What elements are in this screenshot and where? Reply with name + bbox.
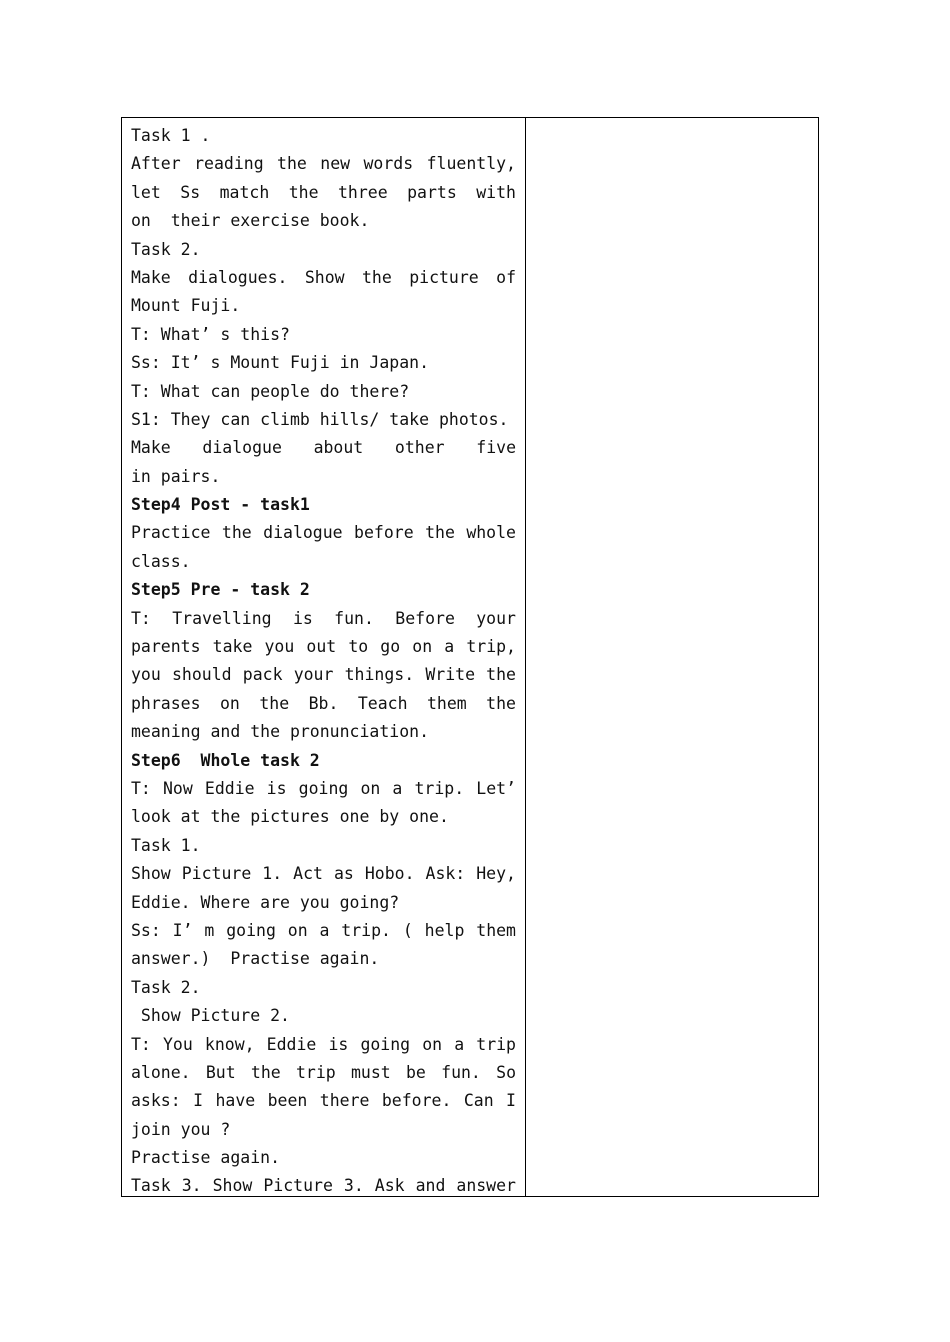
text-line: you should pack your things. Write the [131,665,516,685]
text-line: look at the pictures one by one. [131,807,449,827]
text-line: T: Now Eddie is going on a trip. Let’ [131,778,516,798]
text-line: alone. But the trip must be fun. So [131,1062,516,1082]
step-heading: Step5 Pre - task 2 [131,580,310,600]
text-line: Ss: I’ m going on a trip. ( help them [131,920,516,940]
text-line: Show Picture 1. Act as Hobo. Ask: Hey, [131,864,516,884]
text-line: Practise again. [131,1148,281,1168]
text-line: T: What’ s this? [131,324,290,344]
text-line: class. [131,551,191,571]
text-line: phrases on the Bb. Teach them the [131,693,516,713]
text-line: meaning and the pronunciation. [131,722,430,742]
text-line: Show Picture 2. [131,1006,290,1026]
text-line: Mount Fuji. [131,296,241,316]
text-line: let Ss match the three parts with [131,182,516,202]
text-line: S1: They can climb hills/ take photos. [131,409,509,429]
text-line: on their exercise book. [131,211,370,231]
text-line: parents take you out to go on a trip, [131,637,516,657]
text-line: T: You know, Eddie is going on a trip [131,1034,516,1054]
text-line: Make dialogue about other five [131,438,516,458]
step-heading: Step4 Post - task1 [131,495,310,515]
text-line: answer.) Practise again. [131,949,380,969]
text-line: Task 2. [131,977,201,997]
text-line: Make dialogues. Show the picture of [131,267,516,287]
lesson-plan-table [121,117,819,1197]
text-line: Practice the dialogue before the whole [131,523,516,543]
procedure-cell [122,118,526,1196]
text-line: asks: I have been there before. Can I [131,1091,516,1111]
notes-cell [526,118,818,1196]
text-line: join you ? [131,1119,231,1139]
text-line: Task 1. [131,835,201,855]
text-line: T: Travelling is fun. Before your [131,608,516,628]
text-line: Eddie. Where are you going? [131,892,400,912]
text-line: in pairs. [131,466,221,486]
text-line: T: What can people do there? [131,381,410,401]
text-line: Task 2. [131,239,201,259]
text-line: After reading the new words fluently, [131,154,516,174]
text-line: Task 3. Show Picture 3. Ask and answer [131,1176,516,1196]
text-line: Task 1 . [131,126,211,145]
step-heading: Step6 Whole task 2 [131,750,320,770]
text-line: Ss: It’ s Mount Fuji in Japan. [131,353,430,373]
